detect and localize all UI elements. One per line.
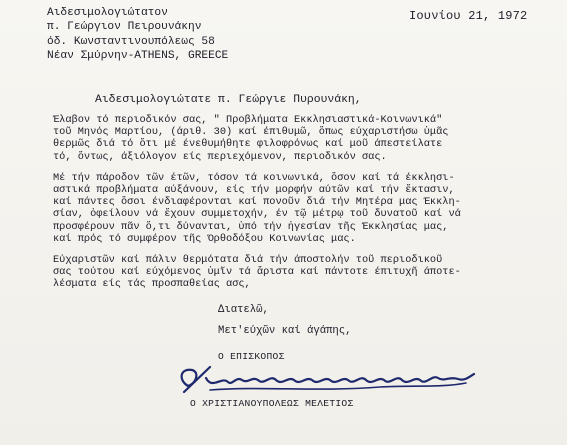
body-line: τό, ὄντως, άξιόλογον είς περιεχόμενον, περιοδικόν σας.: [53, 150, 387, 163]
body-line: καί πρός τό συμφέρον τῆς Όρθοδόξου Κοινωνίας μας.: [53, 232, 356, 245]
body-paragraph: [53, 254, 557, 291]
body-line: τοῦ Μηνός Μαρτίου, (άριθ. 30) καί έπιθυμῶ, ὅπως εύχαριστήσω ὑμᾶς: [53, 126, 449, 139]
letter-date: Ιουνίου 21, 1972: [409, 9, 528, 23]
body-line: σας τούτου καί εύχόμενος ὑμῖν τά ἄριστα καί πάντοτε έπιτυχῆ άποτε-: [53, 266, 461, 279]
body-line: σίαν, ὀφείλουν νά ἕχουν συμμετοχήν, έν τῷ μέτρῳ τοῦ δυνατοῦ καί νά: [53, 208, 461, 221]
address-line: όδ. Κωνσταντινουπόλεως 58: [47, 35, 215, 48]
body-line: θερμῶς διά τό ὅτι μέ ένεθυμήθητε φιλοφρόνως καί μοῦ άπεστείλατε: [53, 138, 443, 151]
body-line: αστικά προβλήματα αύξάνουν, είς τήν μορφήν αύτῶν καί τήν ἕκτασιν,: [53, 184, 455, 197]
closing-blessing: Μετ'εύχῶν καί άγάπης,: [218, 325, 352, 337]
address-line: Νέαν Σμύρνην-ATHENS, GREECE: [47, 49, 229, 62]
body-line: καί πάντες ὅσοι ένδιαφέρονται καί πονοῦν διά τήν Μητέρα μας Έκκλη-: [53, 196, 461, 209]
body-line: Εύχαριστῶν καί πάλιν θερμότατα διά τήν άποστολήν τοῦ περιοδικοῦ: [53, 254, 443, 267]
salutation: Αιδεσιμολογιώτατε π. Γεώργιε Πυρουνάκη,: [95, 94, 362, 106]
address-line: Αιδεσιμολογιώτατον: [47, 7, 168, 19]
letter-body: [53, 114, 557, 300]
signer-title: Ο ΕΠΙΣΚΟΠΟΣ: [218, 351, 285, 362]
recipient-address: [47, 6, 228, 63]
body-line: Έλαβον τό περιοδικόν σας, " Προβλήματα Εκκλησιαστικά-Κοινωνικά": [53, 114, 443, 126]
address-line: π. Γεώργιον Πειρουνάκην: [47, 21, 202, 34]
handwritten-signature: [170, 364, 480, 396]
closing-line: Διατελῶ,: [218, 304, 269, 316]
body-paragraph: [53, 114, 557, 163]
signer-name: Ο ΧΡΙΣΤΙΑΝΟΥΠΟΛΕΩΣ ΜΕΛΕΤΙΟΣ: [190, 398, 354, 409]
body-paragraph: [53, 172, 557, 245]
body-line: προσφέρουν πᾶν ὅ,τι δύνανται, ὑπό τήν ἡγεσίαν τῆς Έκκλησίας μας,: [53, 220, 449, 233]
body-line: Μέ τήν πάροδον τῶν έτῶν, τόσον τά κοινωνικά, ὅσον καί τά έκκλησι-: [53, 171, 455, 184]
body-line: λέσματα είς τάς προσπαθείας ασς,: [53, 278, 251, 291]
